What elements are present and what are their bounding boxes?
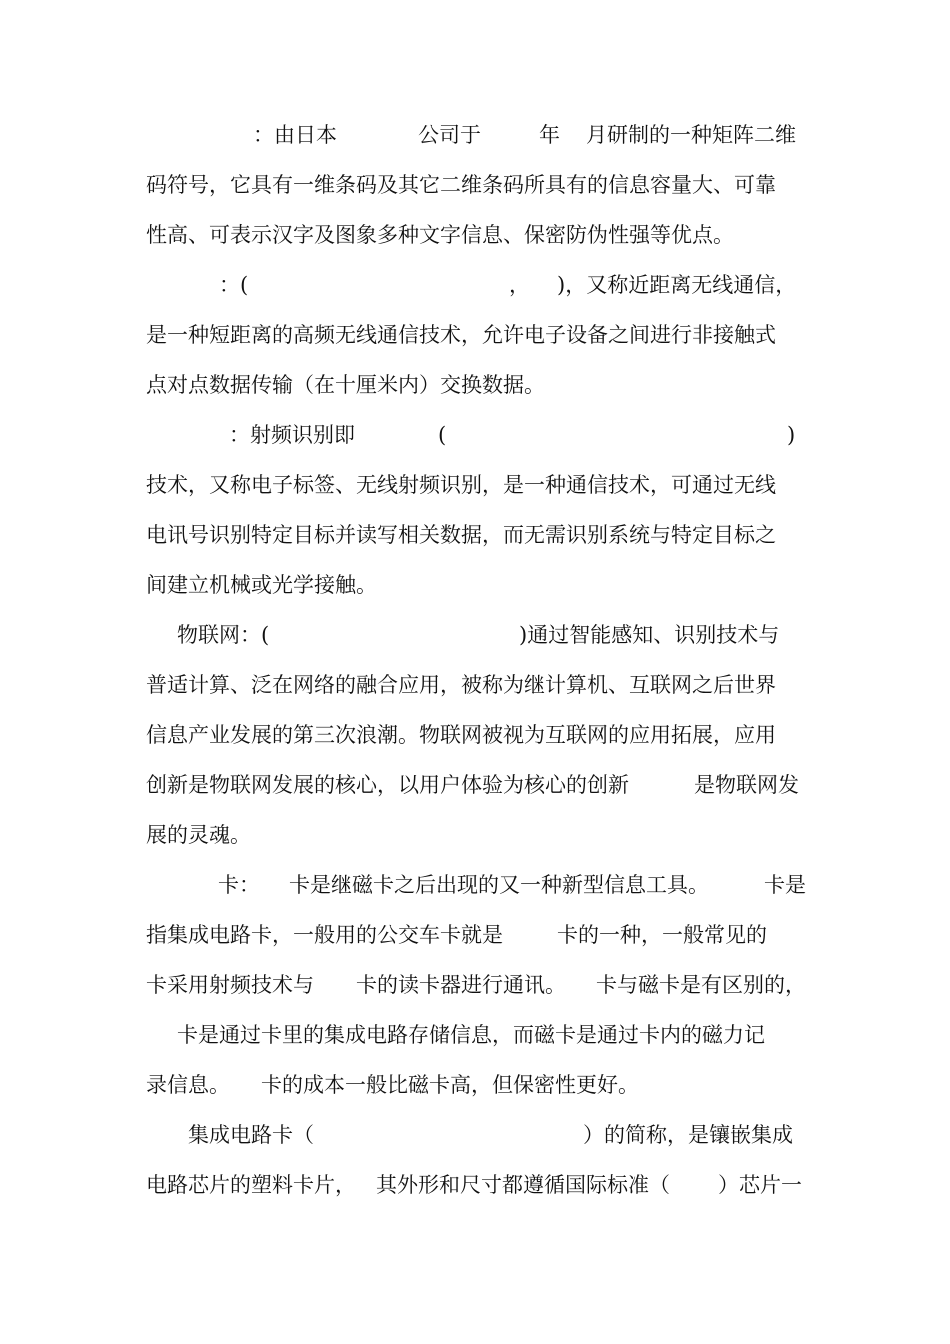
text-segment: ：( — [219, 273, 249, 297]
text-segment: 月研制的一种矩阵二维 — [586, 123, 796, 147]
text-segment: ）的简称，是镶嵌集成 — [583, 1123, 793, 1147]
text-line — [146, 368, 808, 402]
text-segment: 录信息。 — [146, 1073, 230, 1097]
text-segment: ：由日本 — [253, 123, 337, 147]
text-segment: 其外形和尺寸都遵循国际标准（ — [376, 1173, 670, 1197]
text-line — [146, 818, 808, 852]
text-line — [146, 168, 808, 202]
text-segment: 卡与磁卡是有区别的， — [596, 973, 806, 997]
text-segment: 普适计算、泛在网络的融合应用，被称为继计算机、互联网之后世界 — [146, 673, 776, 697]
text-segment: 码符号，它具有一维条码及其它二维条码所具有的信息容量大、可靠 — [146, 173, 776, 197]
text-segment: 卡的成本一般比磁卡高，但保密性更好。 — [261, 1073, 639, 1097]
text-segment: 年 — [539, 123, 560, 147]
text-segment: )通过智能感知、识别技术与 — [519, 623, 780, 647]
text-segment: 点对点数据传输（在十厘米内）交换数据。 — [146, 373, 545, 397]
text-line — [146, 1068, 808, 1102]
text-line — [146, 518, 808, 552]
text-segment: 卡是 — [764, 873, 806, 897]
text-segment: ( — [438, 423, 447, 447]
text-segment: 卡的一种，一般常见的 — [557, 923, 767, 947]
text-segment: 信息产业发展的第三次浪潮。物联网被视为互联网的应用拓展，应用 — [146, 723, 776, 747]
text-segment: ）芯片一 — [718, 1173, 802, 1197]
text-line — [146, 1018, 808, 1052]
text-segment: 展的灵魂。 — [146, 823, 251, 847]
text-segment: 技术，又称电子标签、无线射频识别，是一种通信技术，可通过无线 — [146, 473, 776, 497]
text-segment: 卡是通过卡里的集成电路存储信息，而磁卡是通过卡内的磁力记 — [177, 1023, 765, 1047]
text-segment: 卡： — [218, 873, 260, 897]
text-segment: 性高、可表示汉字及图象多种文字信息、保密防伪性强等优点。 — [146, 223, 734, 247]
text-segment: ) — [787, 423, 796, 447]
text-line — [146, 768, 808, 802]
text-segment: 卡的读卡器进行通讯。 — [356, 973, 566, 997]
text-line — [146, 318, 808, 352]
text-segment: 卡是继磁卡之后出现的又一种新型信息工具。 — [289, 873, 709, 897]
text-segment: 指集成电路卡，一般用的公交车卡就是 — [146, 923, 503, 947]
text-segment: 是物联网发 — [694, 773, 799, 797]
text-segment: 间建立机械或光学接触。 — [146, 573, 377, 597]
text-line — [146, 868, 808, 902]
text-segment: 公司于 — [418, 123, 481, 147]
text-segment: ：射频识别即 — [229, 423, 355, 447]
text-segment: )，又称近距离无线通信， — [557, 273, 797, 297]
text-line — [146, 468, 808, 502]
text-line — [146, 568, 808, 602]
text-line — [146, 918, 808, 952]
text-segment: 电路芯片的塑料卡片， — [146, 1173, 356, 1197]
text-segment: 集成电路卡（ — [188, 1123, 314, 1147]
text-segment: 创新是物联网发展的核心，以用户体验为核心的创新 — [146, 773, 629, 797]
text-line — [146, 418, 808, 452]
text-line — [146, 1168, 808, 1202]
text-segment: 是一种短距离的高频无线通信技术，允许电子设备之间进行非接触式 — [146, 323, 776, 347]
text-line — [146, 118, 808, 152]
text-segment: ， — [509, 273, 530, 297]
text-line — [146, 268, 808, 302]
text-line — [146, 1118, 808, 1152]
text-segment: 卡采用射频技术与 — [146, 973, 314, 997]
text-segment: 电讯号识别特定目标并读写相关数据，而无需识别系统与特定目标之 — [146, 523, 776, 547]
text-line — [146, 968, 808, 1002]
text-segment: 物联网：( — [177, 623, 270, 647]
text-line — [146, 668, 808, 702]
text-line — [146, 218, 808, 252]
text-line — [146, 618, 808, 652]
text-line — [146, 718, 808, 752]
